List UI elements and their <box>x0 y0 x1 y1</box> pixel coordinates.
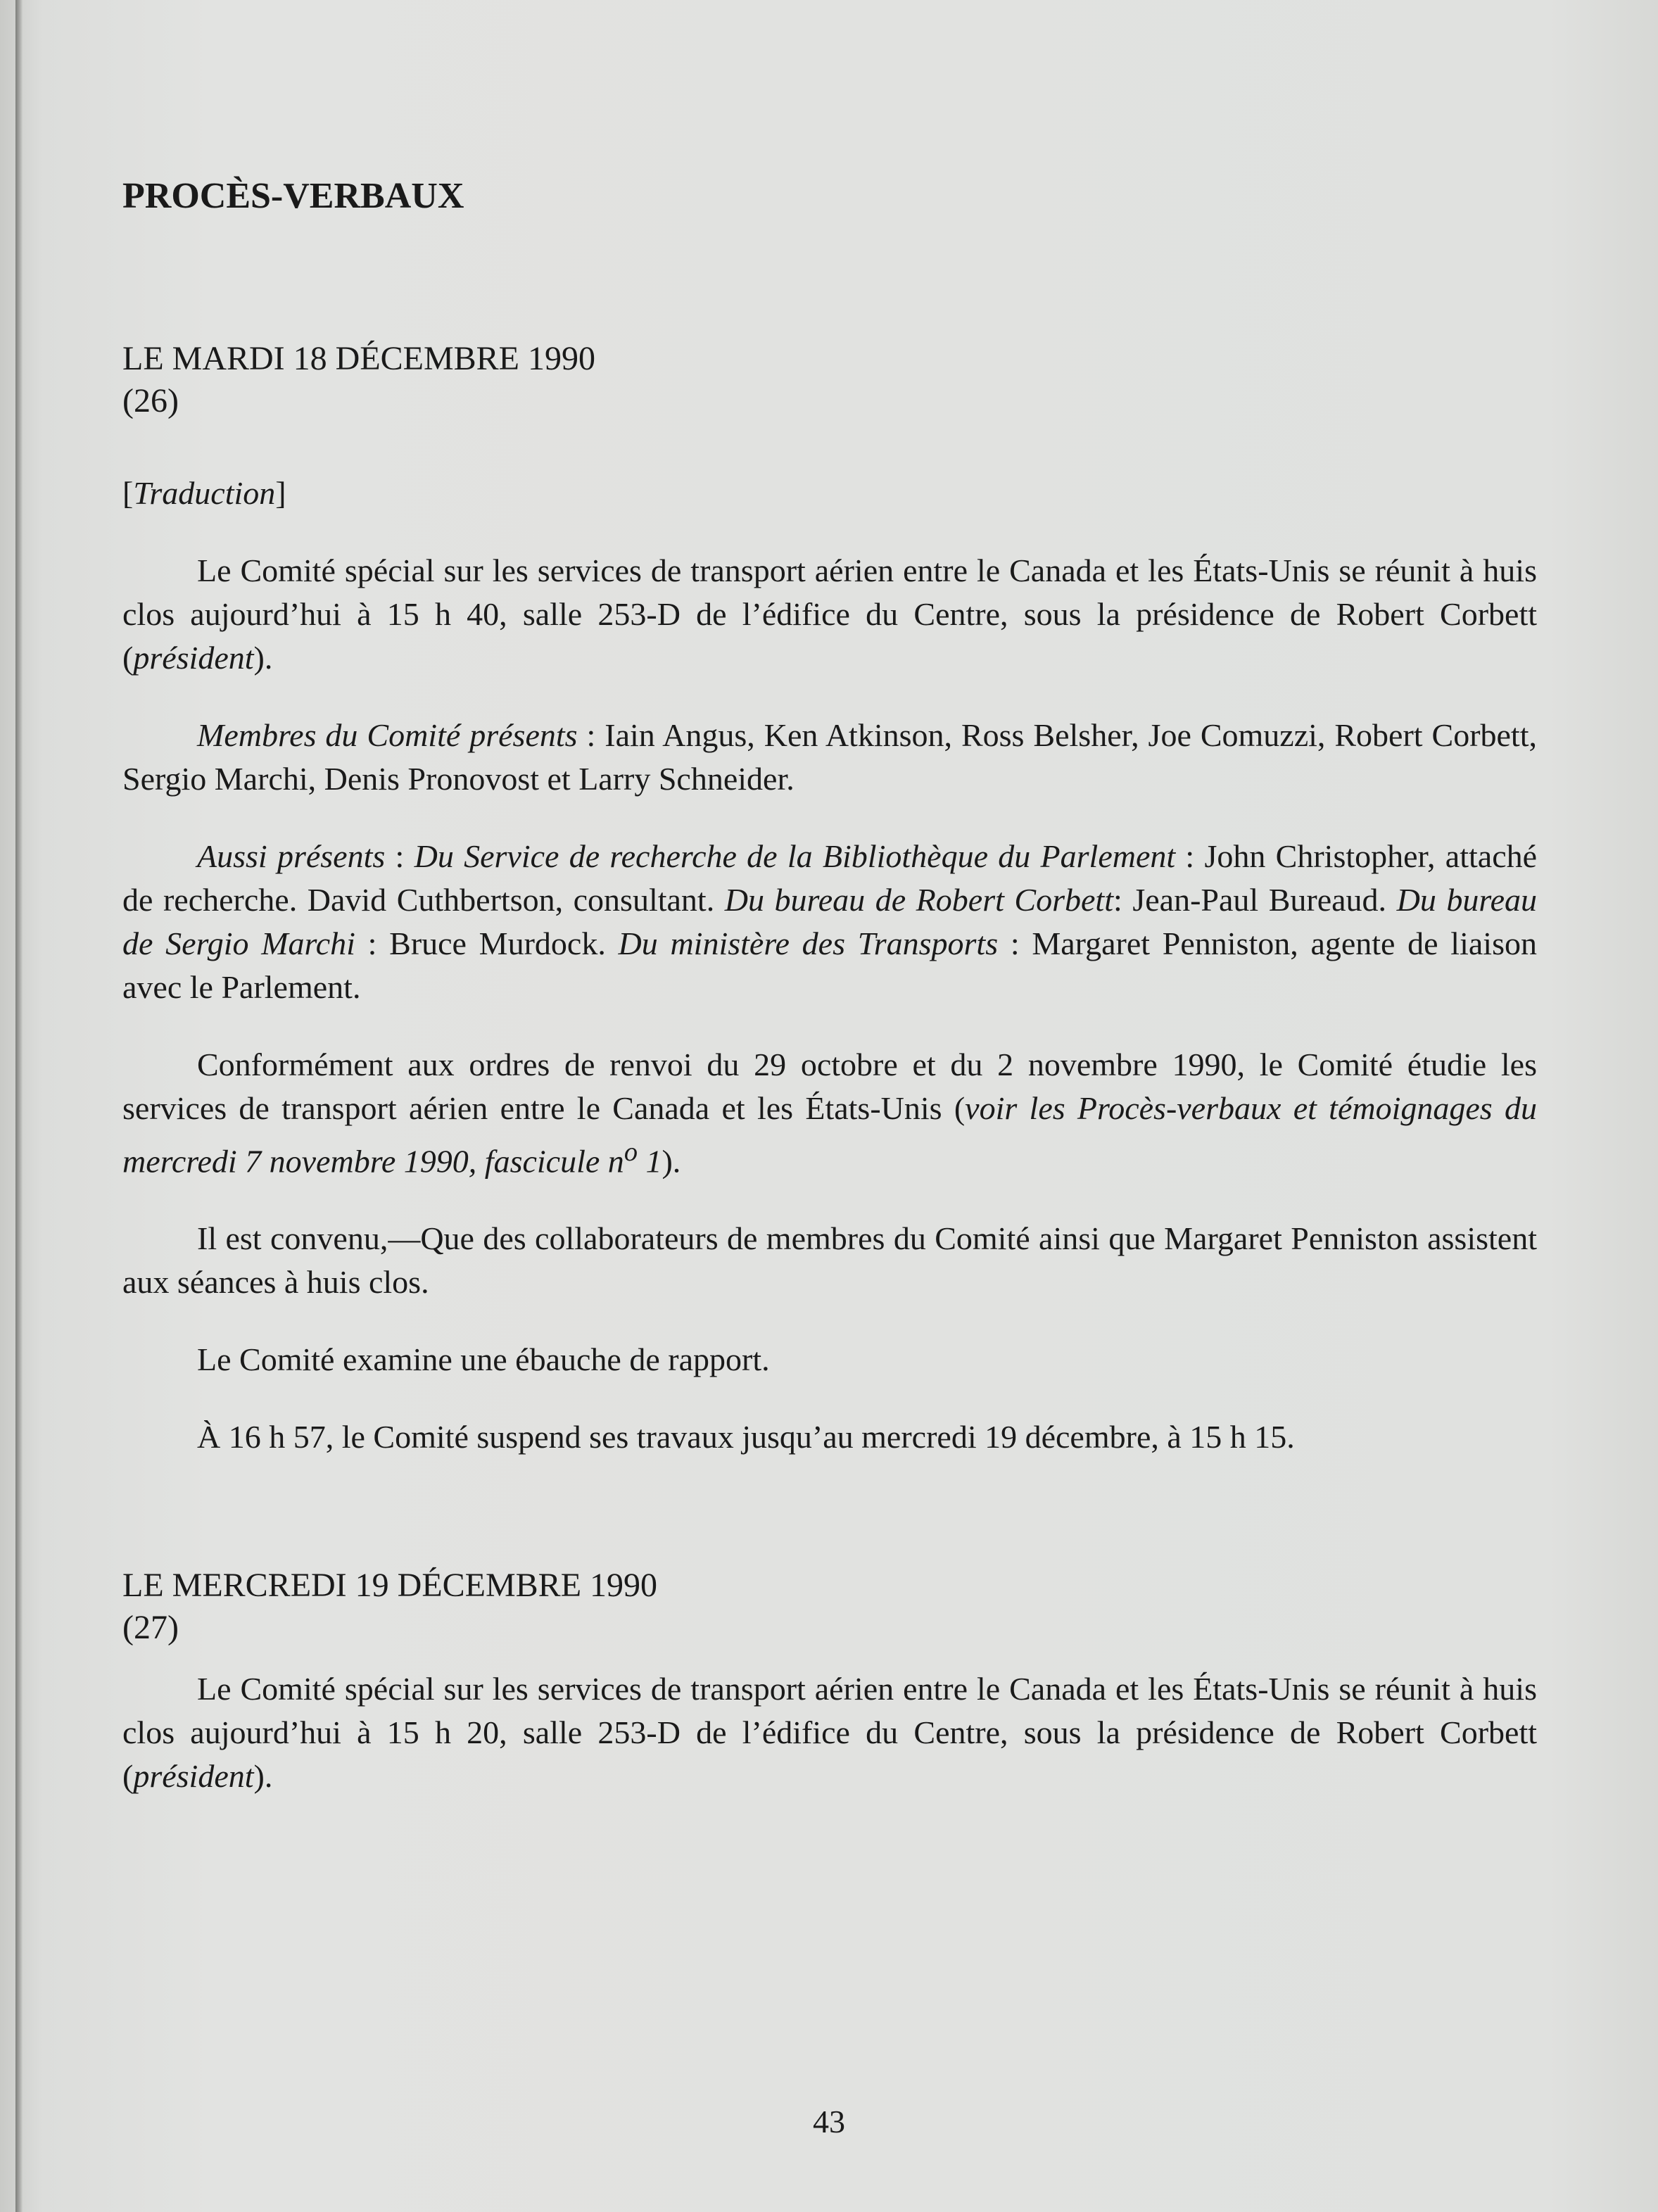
also-corbett-label: Du bureau de Robert Corbett <box>724 882 1113 918</box>
members-label: Membres du Comité présents <box>197 717 578 753</box>
translation-bracket-open: [ <box>122 475 134 511</box>
session-1-reference <box>122 1043 1537 1183</box>
session-2-opening-text: Le Comité spécial sur les services de transport aérien entre le Canada et les États-Unis se réunit à huis clos aujourd’hui à 15 h 20, salle 253-D de l’édifice du Centre, sous la présidence de Robert Corbett ( <box>122 1671 1537 1795</box>
reference-text: Conformément aux ordres de renvoi du 29 octobre et du 2 novembre 1990, le Comité étudie les services de transport aérien entre le Canada et les États-Unis ( <box>122 1047 1537 1126</box>
translation-bracket-close: ] <box>275 475 286 511</box>
session-1-opening-end: ). <box>253 640 273 676</box>
session-2 <box>122 1565 1537 1798</box>
also-present-label: Aussi présents <box>197 838 386 874</box>
also-marchi-label: Du bureau de Sergio Marchi <box>122 882 1537 961</box>
session-1-opening-text: Le Comité spécial sur les services de transport aérien entre le Canada et les États-Unis se réunit à huis clos aujourd’hui à 15 h 40, salle 253-D de l’édifice du Centre, sous la présidence de Robert Corbett ( <box>122 552 1537 676</box>
reference-italic: voir les Procès-verbaux et témoignages du mercredi 7 novembre 1990, fascicule n <box>122 1090 1537 1180</box>
session-2-opening-end: ). <box>253 1758 273 1795</box>
also-corbett-names: : Jean-Paul Bureaud. <box>1113 882 1397 918</box>
also-library-names: : John Christopher, attaché de recherche. David Cuthbertson, consultant. <box>122 838 1538 918</box>
translation-label: Traduction <box>133 475 276 511</box>
also-present-sep: : <box>385 838 414 874</box>
session-1-number: (26) <box>122 382 179 419</box>
session-1-opening-role: président <box>133 640 254 676</box>
session-1-date: LE MARDI 18 DÉCEMBRE 1990 <box>122 340 595 377</box>
page-number: 43 <box>813 2104 845 2140</box>
also-marchi-names: : Bruce Murdock. <box>355 925 619 961</box>
also-transport-names: : Margaret Penniston, agente de liaison avec le Parlement. <box>122 925 1537 1005</box>
session-2-date: LE MERCREDI 19 DÉCEMBRE 1990 <box>122 1567 658 1605</box>
session-1-members <box>122 714 1537 801</box>
page-content <box>122 175 1537 1798</box>
session-2-opening-role: président <box>133 1758 254 1795</box>
session-1-opening <box>122 549 1537 680</box>
also-library-label: Du Service de recherche de la Bibliothèque du Parlement <box>414 838 1176 874</box>
session-1-adjourn: À 16 h 57, le Comité suspend ses travaux jusqu’au mercredi 19 décembre, à 15 h 15. <box>197 1419 1295 1455</box>
reference-end: ). <box>662 1143 681 1180</box>
session-1-draft: Le Comité examine une ébauche de rapport. <box>197 1341 770 1378</box>
session-1-agreed: Il est convenu,—Que des collaborateurs de membres du Comité ainsi que Margaret Penniston assistent aux séances à huis clos. <box>122 1220 1537 1301</box>
session-2-opening <box>122 1667 1537 1798</box>
page-binding-edge <box>15 0 23 2212</box>
also-transport-label: Du ministère des Transports <box>618 925 999 961</box>
translation-note <box>122 472 1537 515</box>
page-heading: PROCÈS-VERBAUX <box>122 176 464 216</box>
session-2-number: (27) <box>122 1609 179 1647</box>
session-1-also-present <box>122 835 1537 1009</box>
reference-italic-number: 1 <box>637 1143 662 1180</box>
reference-superscript: o <box>624 1137 638 1167</box>
session-1 <box>122 338 1537 1459</box>
members-list: : Iain Angus, Ken Atkinson, Ross Belsher, Joe Comuzzi, Robert Corbett, Sergio Marchi, Denis Pronovost et Larry Schneider. <box>122 717 1537 797</box>
